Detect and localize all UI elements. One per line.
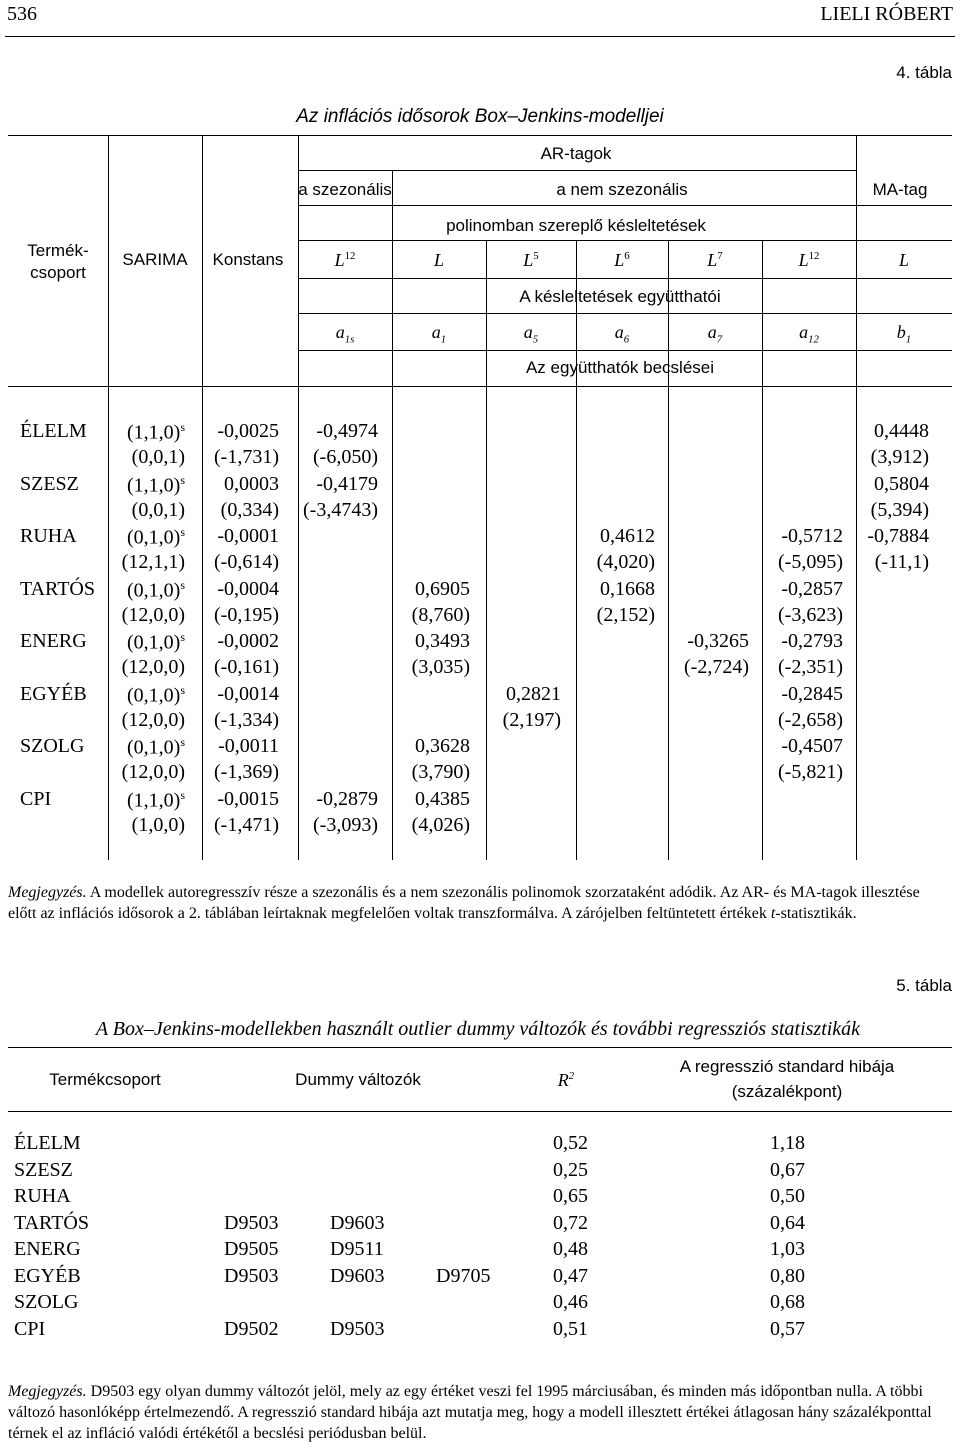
t5-rule-top bbox=[8, 1047, 952, 1048]
t4-cell-a7-t: (-2,724) bbox=[684, 656, 749, 678]
t4-rule-header-bottom bbox=[8, 386, 952, 387]
seasonal-marker: s bbox=[180, 735, 185, 749]
t4-lag-base: L bbox=[898, 250, 910, 270]
t4-row-sarima: $(0,1,0)^s$ bbox=[127, 525, 185, 549]
t5-cell-d1: D9505 bbox=[224, 1238, 279, 1260]
t5-cell-se: 0,68 bbox=[770, 1291, 805, 1313]
t4-cell-konst: -0,0014 bbox=[217, 682, 279, 705]
t4-coef-base: a bbox=[335, 322, 345, 342]
t4-cell-a12-t: (-2,351) bbox=[778, 656, 843, 678]
t4-cell-a1: 0,6905 bbox=[415, 577, 470, 600]
t4-row-sarima: $(1,1,0)^s$ bbox=[127, 787, 185, 812]
seasonal-marker: s bbox=[180, 682, 185, 697]
t4-cell-b1: 0,5804 bbox=[874, 472, 929, 495]
t4-cell-b1: -0,7884 bbox=[867, 525, 929, 547]
seasonal-marker: s bbox=[180, 787, 185, 802]
t5-head-dummy: Dummy változók bbox=[295, 1070, 421, 1089]
t4-cell-a7: -0,3265 bbox=[687, 630, 749, 652]
t4-cell-a6-t: (2,152) bbox=[596, 603, 655, 626]
t5-row-group: CPI bbox=[14, 1317, 46, 1340]
t4-coef-base: a bbox=[523, 322, 533, 342]
t4-lag-base: L bbox=[433, 250, 445, 270]
t4-lag-sup: 5 bbox=[533, 250, 539, 262]
t5-cell-se: 1,18 bbox=[770, 1132, 805, 1154]
t4-row-sarima: $(0,1,0)^s$ bbox=[127, 577, 185, 602]
t5-r2-base: R bbox=[557, 1070, 569, 1090]
t4-rule-polinom bbox=[298, 240, 952, 241]
t4-row-sarima-2: (12,1,1) bbox=[121, 551, 185, 573]
t4-row-sarima: $(0,1,0)^s$ bbox=[127, 682, 185, 707]
t5-row-group: EGYÉB bbox=[14, 1264, 81, 1287]
t4-cell-a12: -0,2857 bbox=[781, 577, 843, 600]
seasonal-marker: s bbox=[180, 420, 185, 434]
t4-row-group: TARTÓS bbox=[20, 577, 95, 600]
t4-rule-coefs bbox=[298, 350, 952, 351]
t4-vline-1 bbox=[108, 135, 109, 860]
t4-cell-konst: -0,0004 bbox=[217, 577, 279, 600]
t5-cell-se: 0,57 bbox=[770, 1317, 805, 1340]
t4-coef-2 bbox=[524, 322, 538, 346]
t4-row-sarima: $(1,1,0)^s$ bbox=[127, 472, 185, 497]
t5-cell-r2: 0,51 bbox=[553, 1317, 588, 1340]
t5-cell-r2: 0,65 bbox=[553, 1185, 588, 1207]
t4-cell-a5-t: (2,197) bbox=[502, 708, 561, 731]
t5-row-group: ENERG bbox=[14, 1238, 81, 1260]
t5-head-termekcsoport: Termékcsoport bbox=[49, 1070, 161, 1089]
t4-cell-konst: -0,0002 bbox=[217, 630, 279, 652]
t4-cell-a1-t: (4,026) bbox=[411, 813, 470, 836]
t4-rule-seasonal bbox=[298, 205, 952, 206]
t4-rule-lags bbox=[298, 278, 952, 279]
t5-cell-se: 1,03 bbox=[770, 1238, 805, 1260]
t4-coef-sub: 1 bbox=[905, 333, 912, 346]
table4-label: 4. tábla bbox=[896, 63, 952, 82]
t4-cell-a6-t: (4,020) bbox=[596, 551, 655, 573]
t5-cell-r2: 0,46 bbox=[553, 1291, 588, 1313]
t5-row-group: SZESZ bbox=[14, 1158, 73, 1181]
table4-note bbox=[8, 882, 952, 924]
t4-head-szezonalis: a szezonális bbox=[298, 180, 392, 199]
table5-label: 5. tábla bbox=[896, 976, 952, 995]
t5-cell-se: 0,80 bbox=[770, 1264, 805, 1287]
t4-vline-7 bbox=[668, 240, 669, 860]
t4-cell-konst-t: (-0,614) bbox=[214, 551, 279, 573]
t5-note-text: D9503 egy olyan dummy változót jelöl, mely az egy értéket veszi fel 1995 márciusában, és minden más időpontban nulla. A többi változó hasonlóképp értelmezendő. A regresszió standard hibája azt mutatja meg, hogy a modell illesztett értékei átlagosan hány százalékponttal térnek el az infláció valódi értékétől a becslési periódusban belül. bbox=[8, 1383, 932, 1442]
t4-row-group: SZOLG bbox=[20, 735, 85, 757]
t4-cell-a12: -0,2845 bbox=[781, 682, 843, 705]
t4-row-sarima-2: (12,0,0) bbox=[121, 656, 185, 678]
t4-cell-b1: 0,4448 bbox=[874, 420, 929, 442]
t4-lag-base: L bbox=[523, 250, 534, 270]
t4-row-sarima-2: (1,0,0) bbox=[131, 813, 185, 836]
t4-cell-a6: 0,1668 bbox=[600, 577, 655, 600]
t4-cell-a6: 0,4612 bbox=[600, 525, 655, 547]
t4-cell-a1s-t: (-6,050) bbox=[313, 446, 378, 468]
t5-cell-d1: D9503 bbox=[224, 1264, 279, 1287]
t4-cell-konst-t: (-1,334) bbox=[214, 708, 279, 731]
t4-cell-a5: 0,2821 bbox=[506, 682, 561, 705]
t4-head-ar-tagok: AR-tagok bbox=[540, 144, 612, 163]
t4-rule-ar bbox=[298, 170, 856, 171]
t4-row-group: RUHA bbox=[20, 525, 77, 547]
t5-row-group: TARTÓS bbox=[14, 1211, 89, 1234]
table5-note bbox=[8, 1381, 952, 1444]
t5-cell-d2: D9603 bbox=[330, 1211, 385, 1234]
t4-cell-a1: 0,3628 bbox=[415, 735, 470, 757]
t4-row-sarima: $(0,1,0)^s$ bbox=[127, 630, 185, 654]
t4-cell-konst-t: (-0,161) bbox=[214, 656, 279, 678]
t4-cell-a1-t: (8,760) bbox=[411, 603, 470, 626]
t4-coef-3 bbox=[615, 322, 629, 346]
table4-title: Az inflációs idősorok Box–Jenkins-modelljei bbox=[296, 106, 664, 127]
t4-lag-0 bbox=[335, 250, 356, 271]
t4-vline-4b bbox=[392, 170, 393, 205]
t4-head-sarima: SARIMA bbox=[122, 250, 188, 269]
t4-lag-6 bbox=[899, 250, 909, 271]
t4-cell-a1-t: (3,790) bbox=[411, 761, 470, 783]
t4-cell-a1: 0,4385 bbox=[415, 787, 470, 810]
t4-coef-base: a bbox=[431, 322, 441, 342]
page-number: 536 bbox=[7, 3, 37, 25]
t5-rule-header-bottom bbox=[8, 1111, 952, 1112]
t4-lag-base: L bbox=[614, 250, 625, 270]
t4-row-sarima: $(0,1,0)^s$ bbox=[127, 735, 185, 759]
t4-vline-3 bbox=[298, 135, 299, 860]
t5-note-lead: Megjegyzés. bbox=[8, 1383, 87, 1400]
t4-coef-sub: 5 bbox=[532, 333, 539, 346]
t4-cell-a1-t: (3,035) bbox=[411, 656, 470, 678]
t4-lag-base: L bbox=[707, 250, 718, 270]
t5-cell-se: 0,64 bbox=[770, 1211, 805, 1234]
t4-cell-a1s-t: (-3,4743) bbox=[303, 498, 378, 521]
t4-head-becslesek: Az együtthatók becslései bbox=[525, 358, 715, 377]
header-rule bbox=[5, 36, 955, 37]
t4-note-lead: Megjegyzés. bbox=[8, 884, 87, 901]
t4-cell-a1s: -0,4179 bbox=[316, 472, 378, 495]
t4-coef-6 bbox=[897, 322, 911, 346]
t5-r2-sup: 2 bbox=[568, 1070, 575, 1082]
t5-cell-r2: 0,47 bbox=[553, 1264, 588, 1287]
t5-cell-r2: 0,72 bbox=[553, 1211, 588, 1234]
t5-cell-se: 0,50 bbox=[770, 1185, 805, 1207]
t5-cell-d2: D9503 bbox=[330, 1317, 385, 1340]
t4-head-kesleltetesek: A késleltetések együtthatói bbox=[519, 287, 721, 306]
t4-head-nem-szezonalis: a nem szezonális bbox=[556, 180, 688, 199]
t4-cell-b1-t: (-11,1) bbox=[874, 551, 929, 573]
t5-cell-d3: D9705 bbox=[436, 1264, 491, 1287]
t4-cell-a12-t: (-3,623) bbox=[778, 603, 843, 626]
t4-row-group: EGYÉB bbox=[20, 682, 87, 705]
seasonal-marker: s bbox=[180, 472, 185, 487]
t4-lag-5 bbox=[799, 250, 820, 271]
t4-cell-konst-t: (-1,471) bbox=[214, 813, 279, 836]
t4-vline-8 bbox=[762, 240, 763, 860]
t4-cell-b1-t: (3,912) bbox=[870, 446, 929, 468]
t5-row-group: SZOLG bbox=[14, 1291, 79, 1313]
t5-cell-d2: D9511 bbox=[330, 1238, 384, 1260]
t4-vline-9 bbox=[856, 135, 857, 860]
t4-vline-6 bbox=[576, 240, 577, 860]
t4-row-sarima-2: (12,0,0) bbox=[121, 708, 185, 731]
t4-note-end: -statisztikák. bbox=[775, 905, 857, 922]
t4-lag-base: L bbox=[334, 250, 345, 270]
t4-cell-konst: -0,0011 bbox=[218, 735, 279, 757]
t4-cell-a12: -0,2793 bbox=[781, 630, 843, 652]
t4-row-sarima-2: (0,0,1) bbox=[131, 446, 185, 468]
t4-cell-a1s-t: (-3,093) bbox=[313, 813, 378, 836]
running-head: LIELI RÓBERT bbox=[820, 3, 953, 25]
t4-row-group: CPI bbox=[20, 787, 52, 810]
t4-cell-konst: -0,0015 bbox=[217, 787, 279, 810]
t5-cell-r2: 0,25 bbox=[553, 1158, 588, 1181]
t5-row-group: RUHA bbox=[14, 1185, 71, 1207]
t4-row-group: ENERG bbox=[20, 630, 87, 652]
t4-row-group: ÉLELM bbox=[20, 420, 87, 442]
t5-cell-r2: 0,48 bbox=[553, 1238, 588, 1260]
t4-coef-sub: 6 bbox=[623, 333, 630, 346]
t4-row-sarima-2: (12,0,0) bbox=[121, 603, 185, 626]
t4-coef-sub: 12 bbox=[808, 333, 819, 346]
t4-cell-konst-t: (0,334) bbox=[220, 498, 279, 521]
t4-vline-4 bbox=[392, 205, 393, 860]
t4-cell-a1s: -0,4974 bbox=[316, 420, 378, 442]
t4-lag-base: L bbox=[798, 250, 809, 270]
t5-cell-d2: D9603 bbox=[330, 1264, 385, 1287]
t5-cell-r2: 0,52 bbox=[553, 1132, 588, 1154]
t4-coef-1 bbox=[432, 322, 446, 346]
t4-lag-1 bbox=[434, 250, 444, 271]
t4-coef-sub: 1 bbox=[440, 333, 447, 346]
t4-row-sarima-2: (12,0,0) bbox=[121, 761, 185, 783]
t4-coef-4 bbox=[708, 322, 722, 346]
t4-lag-3 bbox=[614, 250, 629, 271]
t4-coef-base: b bbox=[896, 322, 906, 342]
t4-head-ma-tag: MA-tag bbox=[872, 180, 928, 199]
t4-cell-a12-t: (-5,821) bbox=[778, 761, 843, 783]
t4-cell-a12-t: (-5,095) bbox=[778, 551, 843, 573]
t4-coef-base: a bbox=[799, 322, 809, 342]
t4-cell-a12: -0,5712 bbox=[781, 525, 843, 547]
t4-cell-konst: 0,0003 bbox=[224, 472, 279, 495]
seasonal-marker: s bbox=[180, 630, 185, 644]
t5-cell-d1: D9503 bbox=[224, 1211, 279, 1234]
t5-head-se-2: (százalékpont) bbox=[731, 1082, 843, 1101]
t5-head-r2 bbox=[558, 1070, 574, 1091]
t5-cell-se: 0,67 bbox=[770, 1158, 805, 1181]
t4-rule-top bbox=[8, 135, 952, 136]
t4-lag-2 bbox=[523, 250, 538, 271]
t4-cell-konst-t: (-0,195) bbox=[214, 603, 279, 626]
t4-note-t: t bbox=[770, 905, 776, 922]
t4-row-sarima: $(1,1,0)^s$ bbox=[127, 420, 185, 444]
t4-cell-konst: -0,0001 bbox=[217, 525, 279, 547]
t4-coef-5 bbox=[799, 322, 819, 346]
t4-lag-sup: 12 bbox=[808, 250, 820, 262]
t4-cell-a1: 0,3493 bbox=[415, 630, 470, 652]
t4-cell-a1s: -0,2879 bbox=[316, 787, 378, 810]
seasonal-marker: s bbox=[180, 577, 185, 592]
t4-cell-a12-t: (-2,658) bbox=[778, 708, 843, 731]
t4-head-termekcsoport: Termék- csoport bbox=[27, 241, 89, 282]
t4-row-group: SZESZ bbox=[20, 472, 79, 495]
t4-coef-0 bbox=[336, 322, 355, 346]
t4-coef-sub: 1s bbox=[344, 333, 355, 346]
t4-head-polinom: polinomban szereplő késleltetések bbox=[446, 216, 706, 235]
seasonal-marker: s bbox=[180, 525, 185, 539]
t5-row-group: ÉLELM bbox=[14, 1132, 81, 1154]
t4-lag-sup: 12 bbox=[344, 250, 356, 262]
t4-head-konstans: Konstans bbox=[212, 250, 284, 269]
t4-rule-kesl bbox=[298, 313, 952, 314]
t4-cell-b1-t: (5,394) bbox=[870, 498, 929, 521]
t4-cell-konst-t: (-1,369) bbox=[214, 761, 279, 783]
t4-vline-5 bbox=[486, 240, 487, 860]
t4-coef-base: a bbox=[707, 322, 717, 342]
table5-title: A Box–Jenkins-modellekben használt outlier dummy változók és további regressziós statisztikák bbox=[95, 1018, 861, 1040]
t4-row-sarima-2: (0,0,1) bbox=[131, 498, 185, 521]
t4-note-text: A modellek autoregresszív része a szezonális és a nem szezonális polinomok szorzataként adódik. Az AR- és MA-tagok illesztése előtt az inflációs idősorok a 2. táblában leírtaknak megfelelően voltak transzformálva. A zárójelben feltüntetett értékek bbox=[8, 884, 920, 922]
t4-cell-konst-t: (-1,731) bbox=[214, 446, 279, 468]
t5-cell-d1: D9502 bbox=[224, 1317, 279, 1340]
t4-cell-konst: -0,0025 bbox=[217, 420, 279, 442]
t4-lag-sup: 7 bbox=[717, 250, 723, 262]
t4-cell-a12: -0,4507 bbox=[781, 735, 843, 757]
t5-head-se-1: A regresszió standard hibája bbox=[679, 1057, 895, 1076]
t4-lag-sup: 6 bbox=[624, 250, 630, 262]
t4-coef-base: a bbox=[614, 322, 624, 342]
t4-lag-4 bbox=[707, 250, 722, 271]
t4-vline-2 bbox=[202, 135, 203, 860]
t4-coef-sub: 7 bbox=[716, 333, 723, 346]
